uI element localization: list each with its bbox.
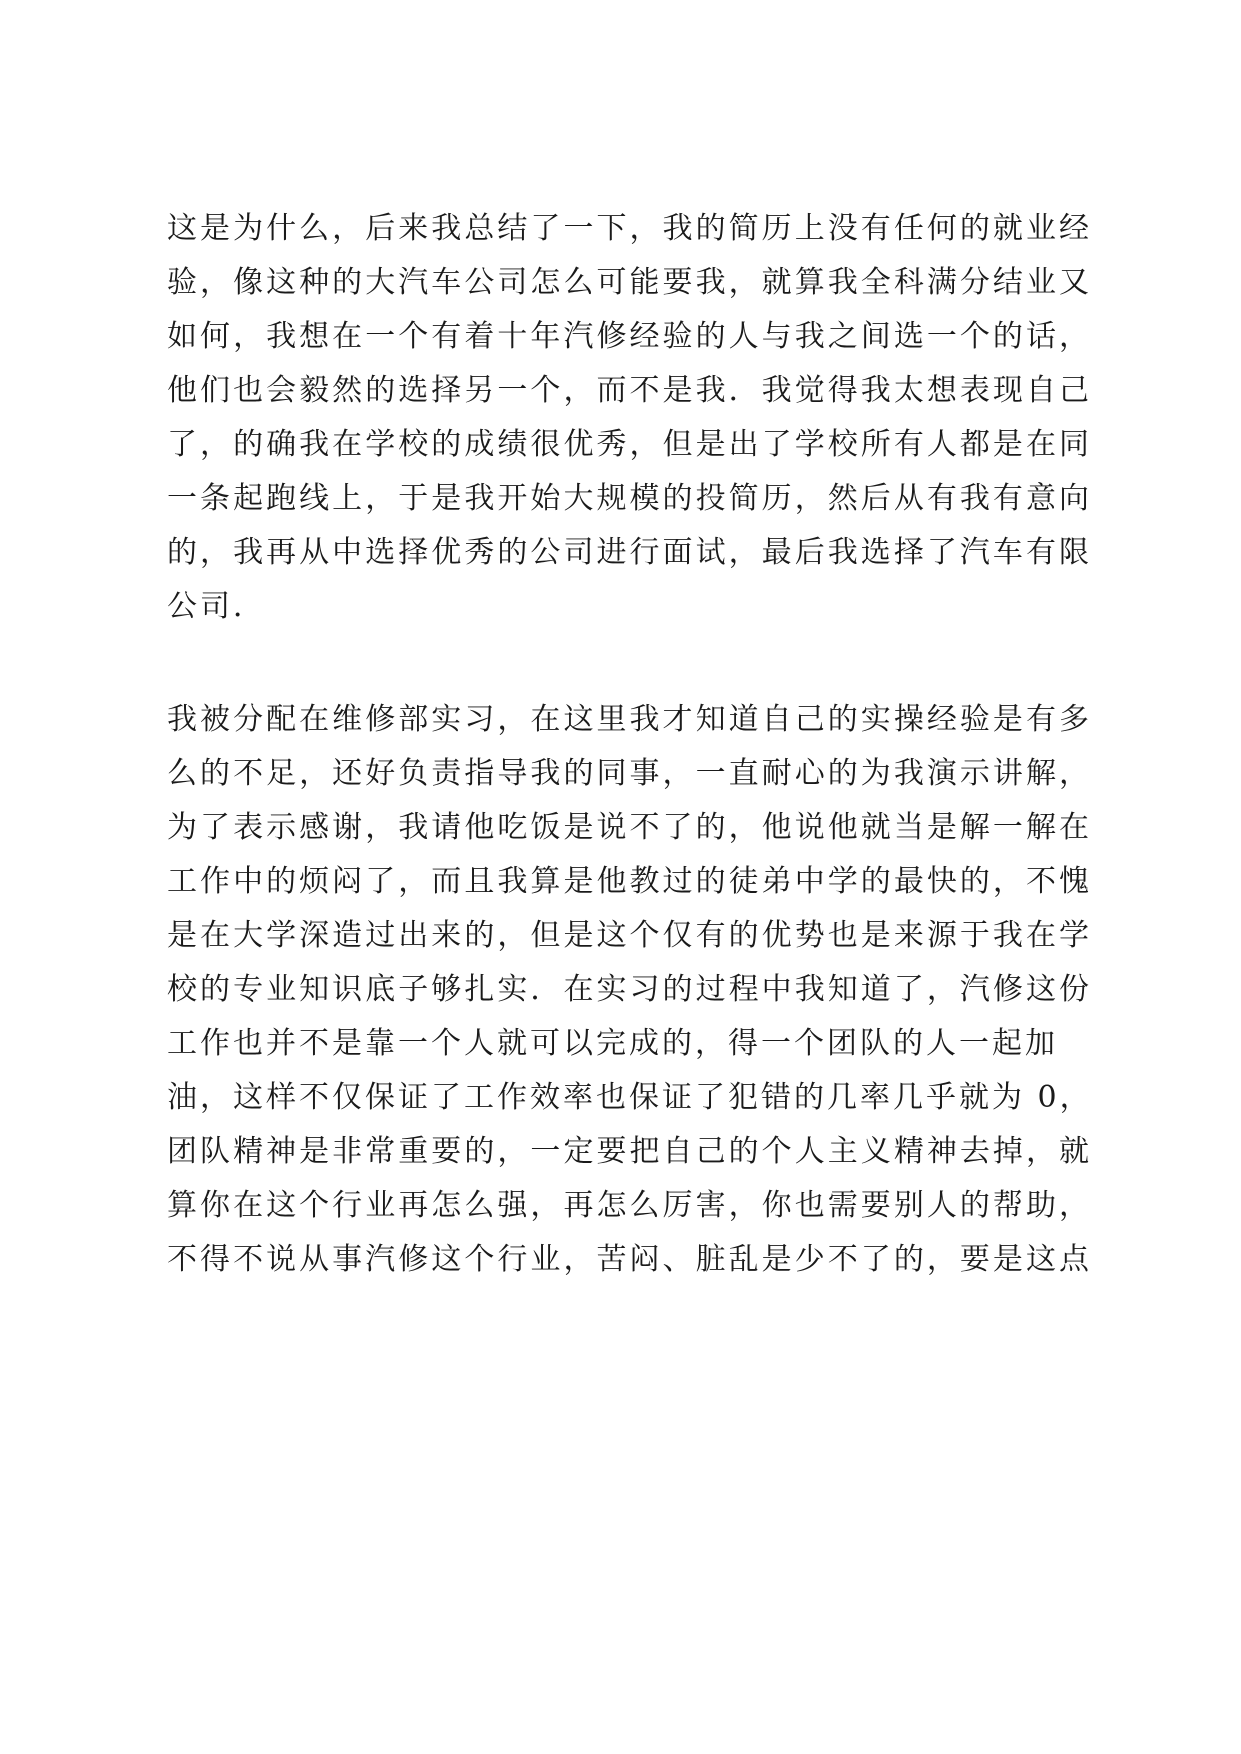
paragraph-2-line: 工作也并不是靠一个人就可以完成的，得一个团队的人一起加 (167, 1026, 1058, 1061)
paragraph-1-line: 的，我再从中选择优秀的公司进行面试，最后我选择了汽车有限 (167, 535, 1092, 570)
paragraph-1-line: 如何，我想在一个有着十年汽修经验的人与我之间选一个的话， (167, 319, 1092, 354)
paragraph-2-line: 工作中的烦闷了，而且我算是他教过的徒弟中学的最快的，不愧 (167, 864, 1092, 899)
paragraph-2-line: 我被分配在维修部实习，在这里我才知道自己的实操经验是有多 (167, 702, 1092, 737)
paragraph-1-line: 公司． (167, 589, 266, 624)
paragraph-2-line: 算你在这个行业再怎么强，再怎么厉害，你也需要别人的帮助， (167, 1188, 1092, 1223)
paragraph-1-line: 一条起跑线上，于是我开始大规模的投简历，然后从有我有意向 (167, 481, 1092, 516)
paragraph-1-line: 验，像这种的大汽车公司怎么可能要我，就算我全科满分结业又 (167, 265, 1092, 300)
paragraph-1-line: 他们也会毅然的选择另一个，而不是我．我觉得我太想表现自己 (167, 373, 1092, 408)
paragraph-2-line: 团队精神是非常重要的，一定要把自己的个人主义精神去掉，就 (167, 1134, 1092, 1169)
paragraph-2-line: 不得不说从事汽修这个行业，苦闷、脏乱是少不了的，要是这点 (167, 1242, 1092, 1277)
paragraph-1-line: 这是为什么，后来我总结了一下，我的简历上没有任何的就业经 (167, 211, 1092, 246)
paragraph-2-line: 油，这样不仅保证了工作效率也保证了犯错的几率几乎就为 0， (167, 1080, 1093, 1115)
paragraph-2-line: 是在大学深造过出来的，但是这个仅有的优势也是来源于我在学 (167, 918, 1092, 953)
paragraph-2-line: 校的专业知识底子够扎实．在实习的过程中我知道了，汽修这份 (167, 972, 1092, 1007)
paragraph-2-line: 为了表示感谢，我请他吃饭是说不了的，他说他就当是解一解在 (167, 810, 1092, 845)
paragraph-2-line: 么的不足，还好负责指导我的同事，一直耐心的为我演示讲解， (167, 756, 1092, 791)
paragraph-1-line: 了，的确我在学校的成绩很优秀，但是出了学校所有人都是在同 (167, 427, 1092, 462)
